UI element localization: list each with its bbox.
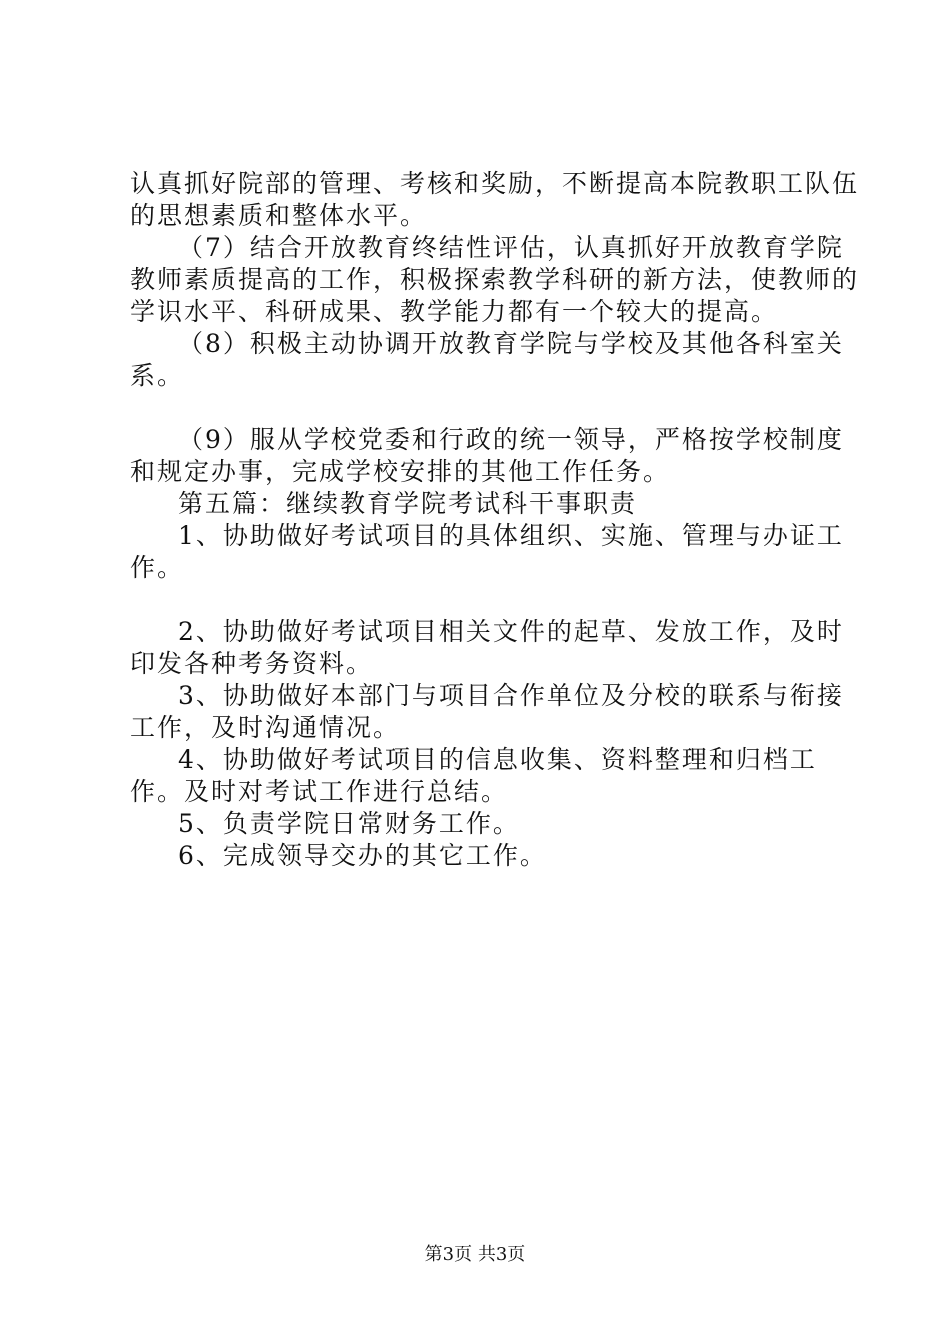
page-footer: 第3页 共3页 [424,1244,526,1265]
paragraph-item-9: （9）服从学校党委和行政的统一领导，严格按学校制度和规定办事，完成学校安排的其他工作任务。 [130,425,844,486]
duty-item-4: 4、协助做好考试项目的信息收集、资料整理和归档工作。及时对考试工作进行总结。 [130,745,817,806]
paragraph-item-8: （8）积极主动协调开放教育学院与学校及其他各科室关系。 [130,329,844,390]
document-body [130,168,860,872]
duty-item-1: 1、协助做好考试项目的具体组织、实施、管理与办证工作。 [130,521,844,582]
duty-item-5: 5、负责学院日常财务工作。 [178,809,520,838]
paragraph-item-7: （7）结合开放教育终结性评估，认真抓好开放教育学院教师素质提高的工作，积极探索教学科研的新方法，使教师的学识水平、科研成果、教学能力都有一个较大的提高。 [130,233,860,326]
duty-item-6: 6、完成领导交办的其它工作。 [178,841,547,870]
duty-item-3: 3、协助做好本部门与项目合作单位及分校的联系与衔接工作，及时沟通情况。 [130,681,844,742]
duty-item-2: 2、协助做好考试项目相关文件的起草、发放工作，及时印发各种考务资料。 [130,617,844,678]
section-heading: 第五篇：继续教育学院考试科干事职责 [178,489,638,518]
paragraph-management: 认真抓好院部的管理、考核和奖励，不断提高本院教职工队伍的思想素质和整体水平。 [130,169,860,230]
